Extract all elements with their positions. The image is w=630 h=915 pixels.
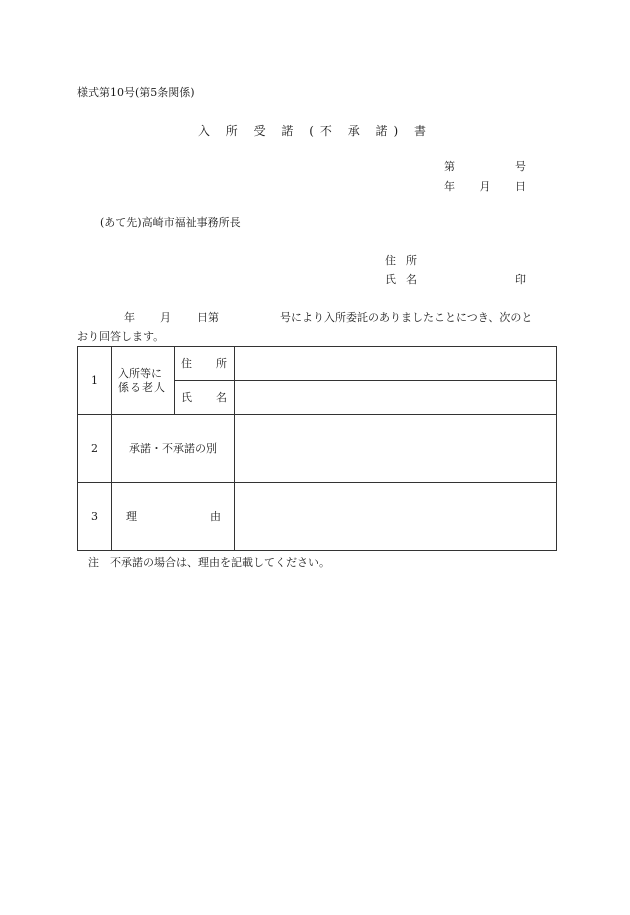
row1-group-line1: 入所等に [118, 366, 162, 380]
seal-mark: 印 [515, 273, 526, 286]
addressee: (あて先)高崎市福祉事務所長 [100, 216, 241, 229]
body-text-end: 号により入所委託のありましたことにつき、次のと [280, 311, 533, 324]
document-date-year: 年 [444, 180, 455, 193]
row1-name-label [175, 381, 235, 415]
reply-form-table [77, 346, 557, 551]
row1-address-char2: 所 [216, 356, 227, 370]
document-date-day: 日 [515, 180, 526, 193]
row1-address-value[interactable] [235, 347, 557, 381]
row1-group-label [112, 347, 175, 415]
table-row-address [78, 347, 557, 381]
document-number-prefix: 第 [444, 160, 455, 173]
row1-address-char1: 住 [181, 356, 192, 370]
applicant-name-row [385, 273, 526, 287]
applicant-address-row [385, 254, 526, 268]
row1-name-char1: 氏 [181, 390, 192, 404]
row2-number: 2 [78, 415, 112, 483]
row1-name-char2: 名 [216, 390, 227, 404]
row1-address-label [175, 347, 235, 381]
applicant-address-label: 住所 [385, 254, 427, 267]
row3-value[interactable] [235, 483, 557, 551]
form-number: 様式第10号(第5条関係) [77, 86, 195, 99]
row2-value[interactable] [235, 415, 557, 483]
document-number-row [444, 160, 526, 174]
footnote: 注 不承諾の場合は、理由を記載してください。 [88, 556, 330, 569]
document-date-month: 月 [479, 180, 491, 193]
document-number-suffix: 号 [515, 160, 526, 173]
row3-label-char2: 由 [210, 509, 221, 523]
row1-name-value[interactable] [235, 381, 557, 415]
document-title: 入 所 受 諾 (不 承 諾) 書 [197, 124, 433, 138]
row3-label-char1: 理 [126, 509, 137, 523]
row3-label [112, 483, 235, 551]
row2-label: 承諾・不承諾の別 [112, 415, 235, 483]
table-row-acceptance [78, 415, 557, 483]
body-month: 月 [160, 311, 171, 324]
table-row-reason [78, 483, 557, 551]
row1-group-line2: 係る老人 [118, 380, 166, 394]
body-text-line2: おり回答します。 [77, 330, 165, 343]
document-date-row [444, 180, 526, 194]
body-year: 年 [124, 311, 135, 324]
applicant-name-label: 氏名 [385, 273, 427, 286]
body-day-number: 日第 [197, 311, 219, 324]
row1-number: 1 [78, 347, 112, 415]
row3-number: 3 [78, 483, 112, 551]
